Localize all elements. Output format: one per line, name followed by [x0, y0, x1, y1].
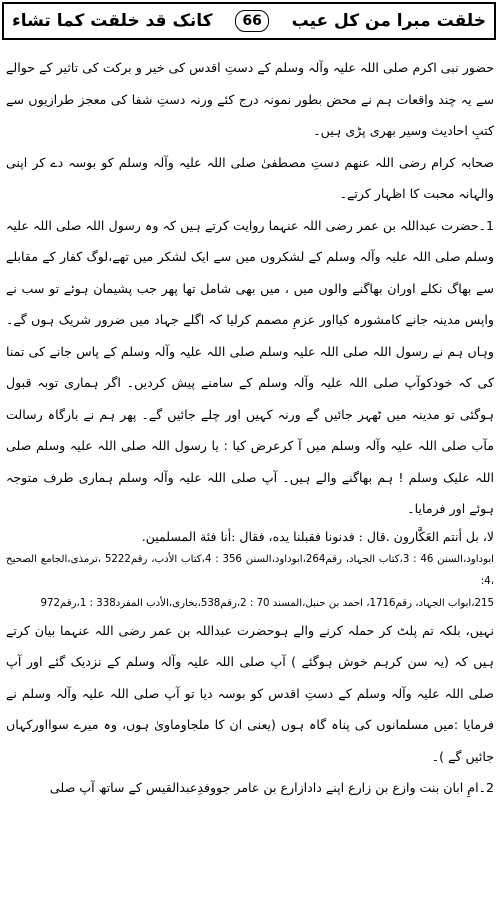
paragraph-translation: نہیں، بلکہ تم پلٹ کر حملہ کرنے والے ہوحضرت عبداللہ بن عمر رضی اللہ عنہما بیان کرتے ہیں کہ (یہ سن کرہم خوش ہوگئے ) آپ صلی اللہ علیہ وآلہ وسلم کے نزدیک گئے اور آپ صلی اللہ علیہ وآلہ وسلم کے دستِ اقدس کو بوسہ دیا تو آپ صلی اللہ علیہ وآلہ وسلم نے فرمایا :میں مسلمانوں کی پناہ گاہ ہوں (یعنی ان کا ملجاوماویٰ ہوں، وہ میرے سوااورکہاں جائیں گے )۔ — [6, 622, 494, 764]
paragraph-hadith-2: 2۔امِ ابان بنت وازع بن زارع اپنے دادازارع بن عامر جووفدِعبدالقیس کے ساتھ آپ صلی — [49, 780, 494, 795]
header-title-right: خلقت مبرا من کل عیب — [291, 11, 486, 31]
paragraph-intro: حضور نبی اکرم صلی اللہ علیہ وآلہ وسلم کے دستِ اقدس کی خیر و برکت کی تاثیر کے حوالے سے یہ چند واقعات ہم نے محض بطور نمونہ درج کئے ورنہ دستِ شفا کی معجز طرازیوں سے کتبِ احادیث وسیر بھری پڑی ہیں۔ — [6, 60, 494, 138]
reference-line-2: 215،ابواب الجہاد، رقم1716، احمد بن حنبل،المسند 70 : 2،رقم538،بخاری،الأدب المفرد338 : 1،رقم972 — [40, 597, 494, 609]
arabic-quote: لا، بل أنتم العَكَّارون .قال : فدنونا فقبلنا يده، فقال :أنا فئة المسلمين. — [141, 528, 494, 544]
page-header — [2, 2, 496, 40]
header-title-left: کانک قد خلقت کما تشاء — [12, 11, 213, 31]
page-body — [6, 52, 494, 804]
reference-line-1: ابوداود،السنن 46 : 3،کتاب الجہاد، رقم264،ابوداود،السنن 356 : 4،کتاب الأدب، رقم5222 ،ترمذی،الجامع الصحیح ،4: — [6, 553, 494, 587]
page-number: 66 — [235, 10, 268, 32]
paragraph-sahaba: صحابہ کرام رضی اللہ عنھم دستِ مصطفیٰ صلی اللہ علیہ وآلہ وسلم کو بوسہ دے کر اپنی والہانہ محبت کا اظہار کرتے۔ — [6, 154, 494, 201]
paragraph-hadith-1: 1۔حضرت عبداللہ بن عمر رضی اللہ عنہما روایت کرتے ہیں کہ وہ رسول اللہ صلی اللہ علیہ وسلم صلی اللہ علیہ وآلہ وسلم کے لشکروں میں سے ایک لشکر میں تھے،لوگ کفار کے مقابلے سے بھاگ نکلے اوران بھاگنے والوں میں ، میں بھی شامل تھا پھر جب پشیمان ہوئے تو سب نے واپس مدینہ جانے کامشورہ کیااور عزمِ مصمم کرلیا کہ اگلے جہاد میں ضرور شریک ہوں گے۔ وہاں ہم نے رسول اللہ صلی اللہ علیہ وسلم صلی اللہ علیہ وآلہ وسلم کے پاس جانے کی تمنا کی کہ خودکوآپ صلی اللہ علیہ وآلہ وسلم کے سامنے پیش کردیں۔ اگر ہماری توبہ قبول ہوگئی تو مدینہ میں ٹھہر جائیں گے ورنہ کہیں اور چلے جائیں گے۔ پھر ہم نے بارگاہ رسالت مآب صلی اللہ علیہ وآلہ وسلم میں آ کرعرض کیا : یا رسول اللہ صلی اللہ علیہ وسلم صلی اللہ علیک وسلم ! ہم بھاگنے والے ہیں۔ آپ صلی اللہ علیہ وآلہ وسلم ہماری طرف متوجہ ہوئے اور فرمایا۔ — [6, 217, 494, 516]
